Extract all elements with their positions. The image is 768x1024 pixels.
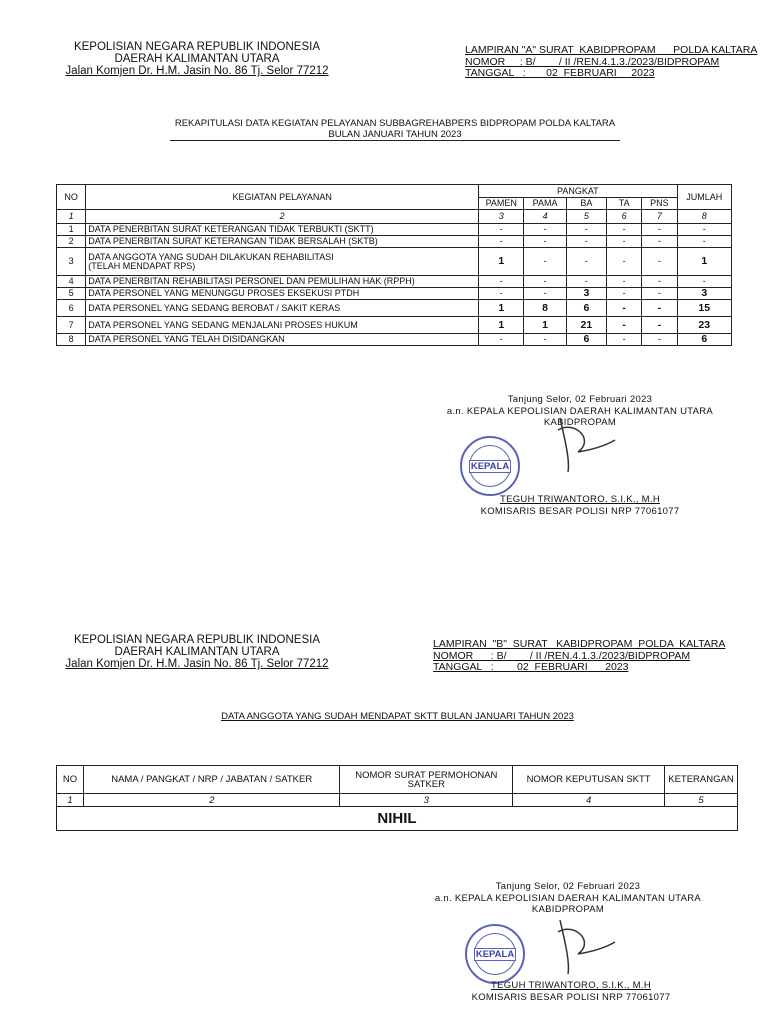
signatory-rank: KOMISARIS BESAR POLISI NRP 77061077 [471, 991, 671, 1003]
table-row [57, 334, 732, 346]
row-ta: - [607, 334, 642, 346]
row-pamen: - [479, 334, 524, 346]
row-pamen: - [479, 288, 524, 300]
row-pama: - [524, 288, 566, 300]
doc-b-signatory [460, 980, 682, 1003]
table-row [57, 276, 732, 288]
region-name: DAERAH KALIMANTAN UTARA [114, 646, 280, 658]
row-pns: - [642, 276, 677, 288]
index-cell: 5 [566, 210, 606, 224]
col-keterangan: KETERANGAN [664, 766, 737, 794]
official-stamp [465, 924, 525, 984]
index-cell: 2 [86, 210, 479, 224]
row-jumlah: 23 [677, 317, 731, 334]
row-pamen: - [479, 224, 524, 236]
tanggal-line: TANGGAL : 02 FEBRUARI 2023 [433, 661, 629, 673]
doc-b-signature-block [408, 881, 728, 916]
row-desc: DATA PERSONEL YANG MENUNGGU PROSES EKSEKUSI PTDH [86, 288, 479, 300]
signatory-rank: KOMISARIS BESAR POLISI NRP 77061077 [480, 505, 680, 517]
row-no: 7 [57, 317, 86, 334]
row-ta: - [607, 300, 642, 317]
title-line-1: REKAPITULASI DATA KEGIATAN PELAYANAN SUBBAGREHABPERS BIDPROPAM POLDA KALTARA [174, 118, 616, 129]
col-pama: PAMA [524, 198, 566, 210]
row-pama: - [524, 248, 566, 276]
row-ta: - [607, 288, 642, 300]
col-nama: NAMA / PANGKAT / NRP / JABATAN / SATKER [83, 766, 339, 794]
place-date: Tanjung Selor, 02 Februari 2023 [507, 394, 653, 405]
index-cell: 2 [83, 794, 339, 807]
row-jumlah: 6 [677, 334, 731, 346]
col-ta: TA [607, 198, 642, 210]
row-pama: 1 [524, 317, 566, 334]
row-desc: DATA PENERBITAN SURAT KETERANGAN TIDAK TERBUKTI (SKTT) [86, 224, 479, 236]
row-ta: - [607, 276, 642, 288]
index-cell: 7 [642, 210, 677, 224]
col-jumlah: JUMLAH [677, 185, 731, 210]
stamp-text: KEPALA [475, 948, 515, 960]
row-ba: 6 [566, 300, 606, 317]
position: KABIDPROPAM [543, 417, 617, 428]
col-nomor-keputusan: NOMOR KEPUTUSAN SKTT [513, 766, 665, 794]
row-jumlah: 3 [677, 288, 731, 300]
row-ta: - [607, 224, 642, 236]
row-jumlah: 15 [677, 300, 731, 317]
row-no: 2 [57, 236, 86, 248]
row-jumlah: - [677, 224, 731, 236]
index-cell: 5 [664, 794, 737, 807]
row-pns: - [642, 248, 677, 276]
row-desc: DATA PERSONEL YANG SEDANG BEROBAT / SAKIT KERAS [86, 300, 479, 317]
row-pamen: - [479, 236, 524, 248]
doc-b-header-left [58, 634, 336, 670]
doc-b-title [150, 711, 645, 722]
position: KABIDPROPAM [531, 904, 605, 915]
row-pamen: 1 [479, 317, 524, 334]
col-pamen: PAMEN [479, 198, 524, 210]
index-cell: 1 [57, 210, 86, 224]
nomor-line: NOMOR : B/ / II /REN.4.1.3./2023/BIDPROPAM [433, 649, 691, 662]
index-cell: 3 [479, 210, 524, 224]
row-jumlah: - [677, 236, 731, 248]
row-desc: DATA PERSONEL YANG TELAH DISIDANGKAN [86, 334, 479, 346]
row-ba: - [566, 276, 606, 288]
handwritten-signature [540, 410, 620, 480]
row-desc-line-1: DATA ANGGOTA YANG SUDAH DILAKUKAN REHABILITASI [88, 251, 334, 262]
table-row [57, 224, 732, 236]
doc-a-signatory [470, 494, 690, 517]
row-pama: - [524, 334, 566, 346]
row-desc-line-2: (TELAH MENDAPAT RPS) [88, 260, 196, 271]
doc-b-lampiran [433, 639, 725, 674]
row-no: 6 [57, 300, 86, 317]
tanggal-line: TANGGAL : 02 FEBRUARI 2023 [465, 67, 655, 79]
lampiran-line: LAMPIRAN "B" SURAT KABIDPROPAM POLDA KALTARA [433, 638, 726, 650]
stamp-text: KEPALA [470, 460, 510, 472]
signatory-name: TEGUH TRIWANTORO, S.I.K., M.H [490, 980, 651, 991]
institution-name: KEPOLISIAN NEGARA REPUBLIK INDONESIA [73, 634, 321, 646]
row-ba: - [566, 248, 606, 276]
row-pns: - [642, 334, 677, 346]
handwritten-signature [540, 912, 620, 982]
table-row [57, 288, 732, 300]
col-kegiatan: KEGIATAN PELAYANAN [86, 185, 479, 210]
index-cell: 6 [607, 210, 642, 224]
index-cell: 8 [677, 210, 731, 224]
col-no: NO [57, 185, 86, 210]
row-desc: DATA PERSONEL YANG SEDANG MENJALANI PROSES HUKUM [86, 317, 479, 334]
table-row [57, 300, 732, 317]
doc-a-title [160, 118, 630, 141]
col-pns: PNS [642, 198, 677, 210]
empty-label: NIHIL [57, 807, 738, 831]
index-cell: 1 [57, 794, 84, 807]
title-line-2: BULAN JANUARI TAHUN 2023 [170, 129, 620, 141]
row-desc: DATA PENERBITAN REHABILITASI PERSONEL DAN PEMULIHAN HAK (RPPH) [86, 276, 479, 288]
row-jumlah: - [677, 276, 731, 288]
row-pns: - [642, 288, 677, 300]
col-pangkat: PANGKAT [479, 185, 677, 198]
table-row [57, 236, 732, 248]
row-pns: - [642, 236, 677, 248]
institution-name: KEPOLISIAN NEGARA REPUBLIK INDONESIA [73, 41, 321, 53]
row-ba: 6 [566, 334, 606, 346]
col-no: NO [57, 766, 84, 794]
row-ba: 3 [566, 288, 606, 300]
on-behalf: a.n. KEPALA KEPOLISIAN DAERAH KALIMANTAN UTARA [434, 892, 702, 904]
official-stamp [460, 436, 520, 496]
recap-table [56, 184, 732, 346]
row-no: 8 [57, 334, 86, 346]
index-cell: 4 [524, 210, 566, 224]
row-ba: - [566, 224, 606, 236]
row-desc: DATA PENERBITAN SURAT KETERANGAN TIDAK BERSALAH (SKTB) [86, 236, 479, 248]
row-pama: - [524, 224, 566, 236]
place-date: Tanjung Selor, 02 Februari 2023 [495, 881, 641, 892]
row-pamen: - [479, 276, 524, 288]
row-ta: - [607, 248, 642, 276]
index-row [57, 794, 738, 807]
title: DATA ANGGOTA YANG SUDAH MENDAPAT SKTT BULAN JANUARI TAHUN 2023 [221, 711, 574, 722]
lampiran-line: LAMPIRAN "A" SURAT KABIDPROPAM POLDA KALTARA [465, 44, 758, 56]
row-desc [86, 248, 479, 276]
row-pns: - [642, 300, 677, 317]
row-ta: - [607, 317, 642, 334]
col-ba: BA [566, 198, 606, 210]
row-no: 4 [57, 276, 86, 288]
row-pamen: 1 [479, 300, 524, 317]
table-row [57, 317, 732, 334]
sktt-table [56, 765, 738, 831]
row-ta: - [607, 236, 642, 248]
row-no: 3 [57, 248, 86, 276]
nomor-line: NOMOR : B/ / II /REN.4.1.3./2023/BIDPROPAM [465, 55, 720, 68]
address: Jalan Komjen Dr. H.M. Jasin No. 86 Tj. Selor 77212 [65, 65, 329, 77]
on-behalf: a.n. KEPALA KEPOLISIAN DAERAH KALIMANTAN UTARA [446, 405, 714, 417]
signatory-name: TEGUH TRIWANTORO, S.I.K., M.H [499, 494, 660, 505]
row-ba: 21 [566, 317, 606, 334]
doc-a-header-left [58, 41, 336, 77]
row-pama: 8 [524, 300, 566, 317]
region-name: DAERAH KALIMANTAN UTARA [114, 53, 280, 65]
index-cell: 3 [340, 794, 513, 807]
index-row [57, 210, 732, 224]
table-row [57, 248, 732, 276]
address: Jalan Komjen Dr. H.M. Jasin No. 86 Tj. Selor 77212 [65, 658, 329, 670]
row-pns: - [642, 224, 677, 236]
row-jumlah: 1 [677, 248, 731, 276]
index-cell: 4 [513, 794, 665, 807]
row-pama: - [524, 276, 566, 288]
row-pns: - [642, 317, 677, 334]
row-pamen: 1 [479, 248, 524, 276]
col-nomor-surat: NOMOR SURAT PERMOHONAN SATKER [340, 766, 513, 794]
row-no: 5 [57, 288, 86, 300]
doc-a-lampiran [465, 45, 757, 80]
row-no: 1 [57, 224, 86, 236]
row-pama: - [524, 236, 566, 248]
row-ba: - [566, 236, 606, 248]
